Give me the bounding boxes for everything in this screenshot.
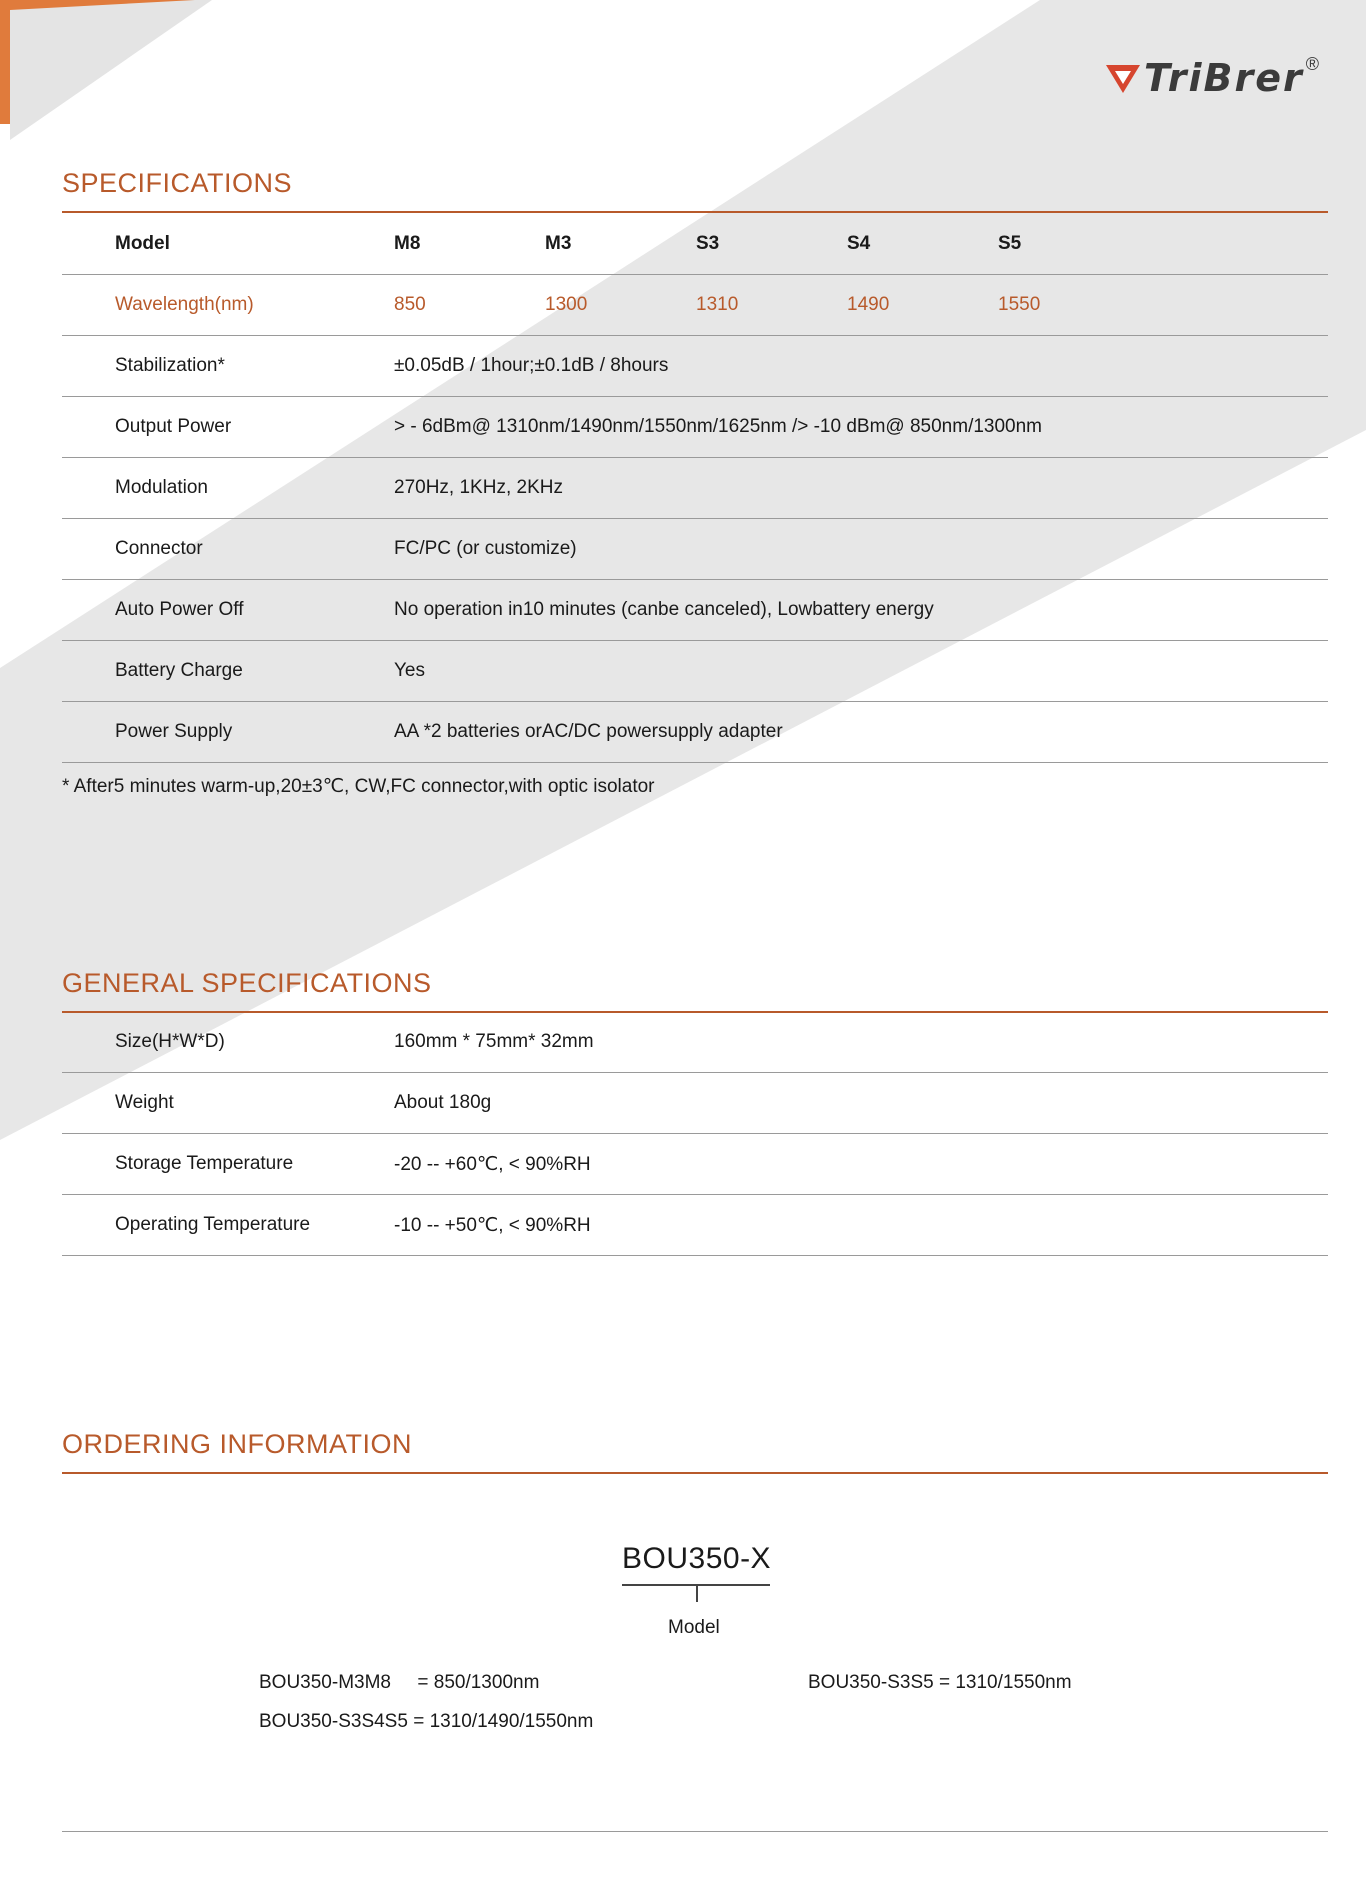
- model-header-s4: S4: [847, 214, 998, 275]
- table-row: [62, 580, 1328, 641]
- ordering-item: BOU350-M3M8 = 850/1300nm: [259, 1672, 540, 1693]
- spec-label: Size(H*W*D): [62, 1012, 394, 1073]
- model-header-s3: S3: [696, 214, 847, 275]
- general-specifications-title: GENERAL SPECIFICATIONS: [62, 968, 1328, 1013]
- model-header-label: Model: [62, 214, 394, 275]
- table-row: [62, 458, 1328, 519]
- brand-name: TriBrer: [1144, 56, 1304, 100]
- tribrer-logo-mark-icon: [1106, 63, 1140, 93]
- wavelength-label: Wavelength(nm): [62, 275, 394, 336]
- model-code: BOU350-X: [622, 1542, 772, 1575]
- ordering-item: BOU350-S3S4S5 = 1310/1490/1550nm: [259, 1711, 594, 1732]
- wavelength-s3: 1310: [696, 275, 847, 336]
- spec-value: ±0.05dB / 1hour;±0.1dB / 8hours: [394, 336, 1328, 397]
- spec-label: Output Power: [62, 397, 394, 458]
- table-row: [62, 397, 1328, 458]
- model-code-pointer: [696, 1584, 698, 1602]
- spec-label: Power Supply: [62, 702, 394, 763]
- spec-value: -20 -- +60℃, < 90%RH: [394, 1134, 1328, 1195]
- registered-mark: ®: [1305, 54, 1319, 74]
- bottom-divider: [62, 1831, 1328, 1832]
- model-header-m8: M8: [394, 214, 545, 275]
- general-specifications-table: [62, 1012, 1328, 1256]
- table-header-row: [62, 214, 1328, 275]
- model-header-m3: M3: [545, 214, 696, 275]
- spec-value: -10 -- +50℃, < 90%RH: [394, 1195, 1328, 1256]
- wavelength-s4: 1490: [847, 275, 998, 336]
- spec-value: 270Hz, 1KHz, 2KHz: [394, 458, 1328, 519]
- spec-label: Weight: [62, 1073, 394, 1134]
- spec-value: About 180g: [394, 1073, 1328, 1134]
- spec-label: Storage Temperature: [62, 1134, 394, 1195]
- wavelength-m8: 850: [394, 275, 545, 336]
- spec-value: 160mm * 75mm* 32mm: [394, 1012, 1328, 1073]
- specifications-title: SPECIFICATIONS: [62, 168, 1328, 213]
- spec-value: AA *2 batteries orAC/DC powersupply adapter: [394, 702, 1328, 763]
- table-row: [62, 702, 1328, 763]
- specifications-footnote: * After5 minutes warm-up,20±3℃, CW,FC connector,with optic isolator: [62, 776, 655, 797]
- table-row: [62, 519, 1328, 580]
- spec-label: Stabilization*: [62, 336, 394, 397]
- wavelength-s5: 1550: [998, 275, 1328, 336]
- model-header-s5: S5: [998, 214, 1328, 275]
- table-row: [62, 1012, 1328, 1073]
- spec-label: Operating Temperature: [62, 1195, 394, 1256]
- ordering-item: BOU350-S3S5 = 1310/1550nm: [808, 1672, 1072, 1693]
- spec-label: Modulation: [62, 458, 394, 519]
- spec-value: > - 6dBm@ 1310nm/1490nm/1550nm/1625nm /> -10 dBm@ 850nm/1300nm: [394, 397, 1328, 458]
- table-row: [62, 641, 1328, 702]
- wavelength-m3: 1300: [545, 275, 696, 336]
- table-row: [62, 336, 1328, 397]
- spec-value: No operation in10 minutes (canbe canceled), Lowbattery energy: [394, 580, 1328, 641]
- spec-label: Battery Charge: [62, 641, 394, 702]
- spec-value: FC/PC (or customize): [394, 519, 1328, 580]
- ordering-information-title: ORDERING INFORMATION: [62, 1429, 1328, 1474]
- brand-logo: [1106, 52, 1319, 104]
- spec-label: Connector: [62, 519, 394, 580]
- table-row: [62, 1134, 1328, 1195]
- table-row: [62, 1073, 1328, 1134]
- model-caption: Model: [668, 1617, 720, 1638]
- spec-label: Auto Power Off: [62, 580, 394, 641]
- wavelength-row: [62, 275, 1328, 336]
- spec-value: Yes: [394, 641, 1328, 702]
- specifications-table: [62, 214, 1328, 763]
- table-row: [62, 1195, 1328, 1256]
